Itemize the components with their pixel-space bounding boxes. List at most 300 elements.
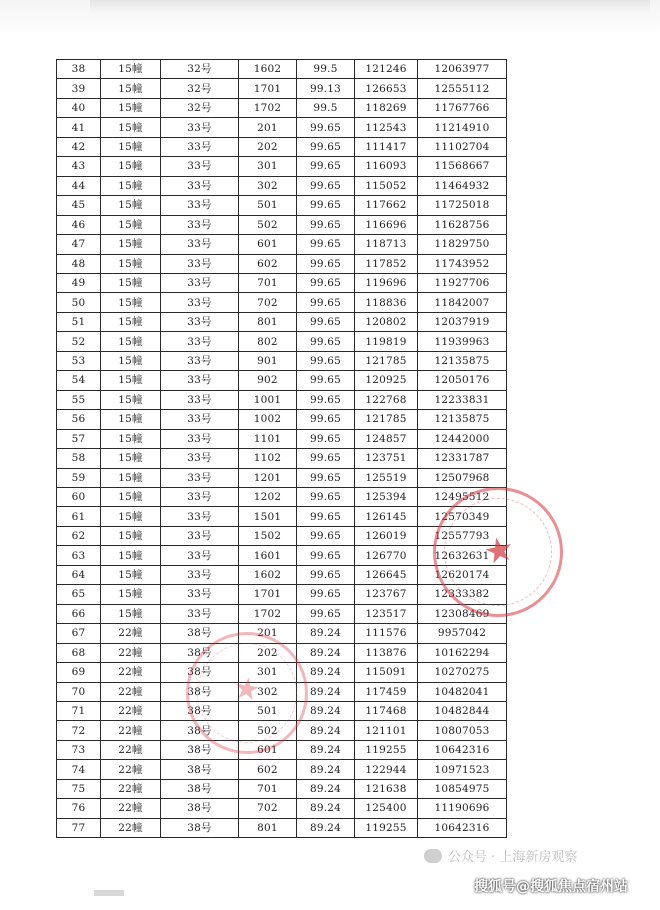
- cell-unit-number: 33号: [161, 585, 239, 604]
- cell-total-price: 11939963: [418, 332, 507, 351]
- table-row: [57, 312, 507, 331]
- cell-total-price: 10270275: [418, 663, 507, 682]
- cell-unit-price: 121785: [355, 351, 418, 370]
- table-row: [57, 254, 507, 273]
- cell-total-price: 10854975: [418, 779, 507, 798]
- cell-row-number: 69: [57, 663, 101, 682]
- cell-total-price: 11767766: [418, 98, 507, 117]
- cell-row-number: 70: [57, 682, 101, 701]
- cell-room-number: 501: [239, 701, 297, 720]
- cell-total-price: 11829750: [418, 235, 507, 254]
- cell-total-price: 11628756: [418, 215, 507, 234]
- cell-room-number: 801: [239, 312, 297, 331]
- cell-unit-number: 33号: [161, 273, 239, 292]
- cell-total-price: 11725018: [418, 196, 507, 215]
- cell-unit-number: 33号: [161, 468, 239, 487]
- cell-room-number: 502: [239, 721, 297, 740]
- table-row: [57, 429, 507, 448]
- cell-unit-price: 119255: [355, 818, 418, 837]
- wechat-icon: [424, 849, 442, 863]
- cell-area: 89.24: [297, 643, 355, 662]
- cell-building: 22幢: [101, 721, 161, 740]
- cell-area: 99.5: [297, 98, 355, 117]
- cell-unit-number: 38号: [161, 721, 239, 740]
- cell-building: 15幢: [101, 293, 161, 312]
- table-row: [57, 721, 507, 740]
- cell-unit-price: 117662: [355, 196, 418, 215]
- cell-unit-price: 117852: [355, 254, 418, 273]
- cell-total-price: 12632631: [418, 546, 507, 565]
- cell-area: 89.24: [297, 701, 355, 720]
- cell-area: 99.65: [297, 487, 355, 506]
- cell-unit-price: 120925: [355, 371, 418, 390]
- table-row: [57, 526, 507, 545]
- cell-unit-price: 116696: [355, 215, 418, 234]
- cell-row-number: 44: [57, 176, 101, 195]
- table-body: [57, 60, 507, 838]
- cell-row-number: 41: [57, 118, 101, 137]
- cell-area: 99.65: [297, 585, 355, 604]
- cell-unit-price: 126770: [355, 546, 418, 565]
- cell-row-number: 54: [57, 371, 101, 390]
- cell-total-price: 12050176: [418, 371, 507, 390]
- cell-row-number: 48: [57, 254, 101, 273]
- cell-row-number: 58: [57, 449, 101, 468]
- cell-area: 89.24: [297, 760, 355, 779]
- cell-unit-number: 33号: [161, 118, 239, 137]
- scan-artifact: [94, 890, 124, 896]
- cell-unit-number: 38号: [161, 740, 239, 759]
- cell-unit-number: 38号: [161, 701, 239, 720]
- cell-area: 99.65: [297, 390, 355, 409]
- cell-room-number: 202: [239, 137, 297, 156]
- cell-total-price: 9957042: [418, 624, 507, 643]
- cell-building: 15幢: [101, 157, 161, 176]
- sohu-watermark: 搜狐号@搜狐焦点宿州站: [474, 879, 628, 895]
- cell-unit-price: 116093: [355, 157, 418, 176]
- cell-unit-number: 33号: [161, 254, 239, 273]
- cell-unit-number: 33号: [161, 293, 239, 312]
- cell-area: 99.65: [297, 312, 355, 331]
- cell-row-number: 59: [57, 468, 101, 487]
- cell-unit-number: 32号: [161, 98, 239, 117]
- cell-room-number: 1001: [239, 390, 297, 409]
- cell-room-number: 802: [239, 332, 297, 351]
- cell-room-number: 601: [239, 235, 297, 254]
- cell-total-price: 12507968: [418, 468, 507, 487]
- cell-building: 15幢: [101, 312, 161, 331]
- cell-building: 22幢: [101, 779, 161, 798]
- table-row: [57, 410, 507, 429]
- cell-room-number: 1102: [239, 449, 297, 468]
- cell-building: 15幢: [101, 410, 161, 429]
- seal-star-icon: ★: [479, 528, 519, 574]
- cell-unit-price: 122944: [355, 760, 418, 779]
- cell-unit-price: 122768: [355, 390, 418, 409]
- cell-building: 15幢: [101, 79, 161, 98]
- table-row: [57, 779, 507, 798]
- cell-building: 15幢: [101, 390, 161, 409]
- cell-unit-number: 38号: [161, 624, 239, 643]
- table-row: [57, 546, 507, 565]
- cell-unit-number: 33号: [161, 235, 239, 254]
- cell-unit-price: 111576: [355, 624, 418, 643]
- cell-unit-number: 33号: [161, 137, 239, 156]
- cell-room-number: 1002: [239, 410, 297, 429]
- cell-room-number: 1701: [239, 79, 297, 98]
- cell-building: 22幢: [101, 663, 161, 682]
- cell-area: 99.65: [297, 410, 355, 429]
- cell-total-price: 10807053: [418, 721, 507, 740]
- cell-room-number: 1502: [239, 526, 297, 545]
- cell-row-number: 66: [57, 604, 101, 623]
- cell-unit-number: 33号: [161, 604, 239, 623]
- cell-area: 99.65: [297, 196, 355, 215]
- cell-building: 15幢: [101, 60, 161, 79]
- cell-unit-number: 38号: [161, 643, 239, 662]
- cell-row-number: 65: [57, 585, 101, 604]
- cell-unit-price: 125400: [355, 799, 418, 818]
- cell-unit-number: 38号: [161, 779, 239, 798]
- cell-room-number: 1202: [239, 487, 297, 506]
- cell-row-number: 46: [57, 215, 101, 234]
- cell-area: 99.65: [297, 293, 355, 312]
- cell-total-price: 11190696: [418, 799, 507, 818]
- cell-building: 15幢: [101, 487, 161, 506]
- table-row: [57, 565, 507, 584]
- cell-row-number: 63: [57, 546, 101, 565]
- cell-room-number: 901: [239, 351, 297, 370]
- cell-row-number: 47: [57, 235, 101, 254]
- cell-total-price: 10162294: [418, 643, 507, 662]
- cell-building: 15幢: [101, 273, 161, 292]
- cell-area: 99.65: [297, 565, 355, 584]
- cell-building: 22幢: [101, 701, 161, 720]
- cell-unit-number: 33号: [161, 390, 239, 409]
- table-row: [57, 740, 507, 759]
- cell-unit-price: 124857: [355, 429, 418, 448]
- cell-row-number: 68: [57, 643, 101, 662]
- table-row: [57, 371, 507, 390]
- cell-area: 89.24: [297, 740, 355, 759]
- cell-area: 99.5: [297, 60, 355, 79]
- table-row: [57, 235, 507, 254]
- cell-building: 15幢: [101, 507, 161, 526]
- cell-building: 15幢: [101, 235, 161, 254]
- cell-building: 22幢: [101, 643, 161, 662]
- cell-row-number: 49: [57, 273, 101, 292]
- cell-total-price: 12308469: [418, 604, 507, 623]
- table-row: [57, 157, 507, 176]
- cell-room-number: 1701: [239, 585, 297, 604]
- cell-row-number: 67: [57, 624, 101, 643]
- cell-unit-number: 38号: [161, 799, 239, 818]
- table-row: [57, 293, 507, 312]
- cell-building: 15幢: [101, 449, 161, 468]
- cell-total-price: 12620174: [418, 565, 507, 584]
- cell-row-number: 61: [57, 507, 101, 526]
- table-row: [57, 701, 507, 720]
- cell-row-number: 60: [57, 487, 101, 506]
- cell-room-number: 202: [239, 643, 297, 662]
- cell-building: 15幢: [101, 254, 161, 273]
- cell-room-number: 801: [239, 818, 297, 837]
- cell-row-number: 53: [57, 351, 101, 370]
- table-row: [57, 215, 507, 234]
- cell-room-number: 1702: [239, 604, 297, 623]
- cell-building: 15幢: [101, 429, 161, 448]
- cell-total-price: 12135875: [418, 351, 507, 370]
- table-row: [57, 332, 507, 351]
- cell-area: 99.65: [297, 546, 355, 565]
- cell-room-number: 1702: [239, 98, 297, 117]
- cell-row-number: 56: [57, 410, 101, 429]
- cell-row-number: 77: [57, 818, 101, 837]
- cell-building: 22幢: [101, 624, 161, 643]
- table-row: [57, 468, 507, 487]
- cell-unit-number: 33号: [161, 176, 239, 195]
- cell-unit-number: 33号: [161, 157, 239, 176]
- cell-building: 22幢: [101, 682, 161, 701]
- cell-area: 99.65: [297, 429, 355, 448]
- table-row: [57, 663, 507, 682]
- cell-area: 89.24: [297, 818, 355, 837]
- table-row: [57, 137, 507, 156]
- cell-unit-price: 119255: [355, 740, 418, 759]
- cell-unit-price: 117468: [355, 701, 418, 720]
- cell-total-price: 12570349: [418, 507, 507, 526]
- cell-area: 99.65: [297, 254, 355, 273]
- cell-unit-number: 33号: [161, 449, 239, 468]
- cell-row-number: 62: [57, 526, 101, 545]
- cell-unit-price: 126653: [355, 79, 418, 98]
- cell-area: 99.65: [297, 526, 355, 545]
- cell-room-number: 201: [239, 624, 297, 643]
- official-account-watermark: [424, 846, 577, 865]
- cell-room-number: 602: [239, 254, 297, 273]
- cell-unit-price: 115091: [355, 663, 418, 682]
- cell-row-number: 76: [57, 799, 101, 818]
- cell-building: 15幢: [101, 118, 161, 137]
- cell-unit-number: 33号: [161, 196, 239, 215]
- cell-building: 15幢: [101, 332, 161, 351]
- cell-unit-number: 33号: [161, 507, 239, 526]
- cell-unit-price: 118836: [355, 293, 418, 312]
- cell-total-price: 12495512: [418, 487, 507, 506]
- cell-unit-number: 32号: [161, 60, 239, 79]
- cell-total-price: 12333382: [418, 585, 507, 604]
- table-row: [57, 624, 507, 643]
- cell-total-price: 10482844: [418, 701, 507, 720]
- cell-unit-price: 118713: [355, 235, 418, 254]
- table-row: [57, 643, 507, 662]
- unit-price-table: [56, 59, 507, 838]
- cell-total-price: 11214910: [418, 118, 507, 137]
- table-row: [57, 799, 507, 818]
- cell-room-number: 301: [239, 157, 297, 176]
- cell-total-price: 12331787: [418, 449, 507, 468]
- cell-unit-number: 32号: [161, 79, 239, 98]
- cell-building: 15幢: [101, 565, 161, 584]
- cell-row-number: 55: [57, 390, 101, 409]
- cell-unit-number: 33号: [161, 429, 239, 448]
- cell-total-price: 12135875: [418, 410, 507, 429]
- cell-unit-number: 33号: [161, 215, 239, 234]
- cell-total-price: 12063977: [418, 60, 507, 79]
- cell-total-price: 10482041: [418, 682, 507, 701]
- table-row: [57, 818, 507, 837]
- cell-area: 99.65: [297, 215, 355, 234]
- cell-total-price: 11568667: [418, 157, 507, 176]
- cell-total-price: 12555112: [418, 79, 507, 98]
- table-row: [57, 604, 507, 623]
- table-row: [57, 176, 507, 195]
- cell-unit-price: 119819: [355, 332, 418, 351]
- cell-row-number: 74: [57, 760, 101, 779]
- table-row: [57, 118, 507, 137]
- cell-unit-number: 33号: [161, 332, 239, 351]
- cell-total-price: 12557793: [418, 526, 507, 545]
- cell-unit-price: 125394: [355, 487, 418, 506]
- cell-unit-price: 123751: [355, 449, 418, 468]
- cell-unit-number: 38号: [161, 760, 239, 779]
- cell-room-number: 701: [239, 779, 297, 798]
- cell-row-number: 57: [57, 429, 101, 448]
- cell-room-number: 1101: [239, 429, 297, 448]
- cell-total-price: 11464932: [418, 176, 507, 195]
- cell-room-number: 902: [239, 371, 297, 390]
- table-row: [57, 60, 507, 79]
- cell-unit-price: 123517: [355, 604, 418, 623]
- cell-unit-price: 121638: [355, 779, 418, 798]
- cell-area: 99.65: [297, 118, 355, 137]
- cell-unit-number: 33号: [161, 565, 239, 584]
- cell-room-number: 302: [239, 682, 297, 701]
- cell-area: 89.24: [297, 799, 355, 818]
- cell-room-number: 602: [239, 760, 297, 779]
- cell-area: 99.13: [297, 79, 355, 98]
- cell-total-price: 10971523: [418, 760, 507, 779]
- cell-row-number: 72: [57, 721, 101, 740]
- cell-unit-price: 121101: [355, 721, 418, 740]
- cell-unit-price: 117459: [355, 682, 418, 701]
- cell-area: 99.65: [297, 235, 355, 254]
- scan-edge-shadow: [90, 0, 650, 14]
- cell-area: 89.24: [297, 779, 355, 798]
- cell-building: 22幢: [101, 760, 161, 779]
- cell-row-number: 50: [57, 293, 101, 312]
- cell-row-number: 51: [57, 312, 101, 331]
- cell-area: 99.65: [297, 604, 355, 623]
- cell-room-number: 502: [239, 215, 297, 234]
- cell-building: 15幢: [101, 526, 161, 545]
- cell-unit-price: 123767: [355, 585, 418, 604]
- cell-room-number: 702: [239, 293, 297, 312]
- cell-room-number: 1602: [239, 60, 297, 79]
- cell-area: 99.65: [297, 176, 355, 195]
- table-row: [57, 196, 507, 215]
- cell-row-number: 52: [57, 332, 101, 351]
- cell-room-number: 1501: [239, 507, 297, 526]
- cell-unit-price: 120802: [355, 312, 418, 331]
- cell-room-number: 701: [239, 273, 297, 292]
- cell-building: 15幢: [101, 371, 161, 390]
- cell-unit-number: 38号: [161, 663, 239, 682]
- cell-building: 15幢: [101, 98, 161, 117]
- cell-unit-price: 126645: [355, 565, 418, 584]
- cell-building: 22幢: [101, 799, 161, 818]
- cell-building: 22幢: [101, 818, 161, 837]
- cell-total-price: 10642316: [418, 818, 507, 837]
- cell-building: 15幢: [101, 137, 161, 156]
- cell-area: 99.65: [297, 332, 355, 351]
- cell-building: 15幢: [101, 585, 161, 604]
- cell-unit-price: 119696: [355, 273, 418, 292]
- cell-row-number: 42: [57, 137, 101, 156]
- table-row: [57, 273, 507, 292]
- cell-row-number: 73: [57, 740, 101, 759]
- cell-area: 99.65: [297, 507, 355, 526]
- cell-area: 99.65: [297, 351, 355, 370]
- cell-unit-price: 126145: [355, 507, 418, 526]
- cell-area: 99.65: [297, 449, 355, 468]
- cell-row-number: 71: [57, 701, 101, 720]
- table-row: [57, 351, 507, 370]
- cell-total-price: 12442000: [418, 429, 507, 448]
- cell-room-number: 302: [239, 176, 297, 195]
- cell-unit-price: 111417: [355, 137, 418, 156]
- table-row: [57, 487, 507, 506]
- cell-total-price: 11743952: [418, 254, 507, 273]
- cell-building: 15幢: [101, 176, 161, 195]
- cell-building: 15幢: [101, 215, 161, 234]
- table-row: [57, 760, 507, 779]
- table-row: [57, 682, 507, 701]
- cell-unit-price: 126019: [355, 526, 418, 545]
- cell-unit-number: 33号: [161, 526, 239, 545]
- cell-area: 89.24: [297, 663, 355, 682]
- cell-unit-price: 125519: [355, 468, 418, 487]
- cell-unit-number: 33号: [161, 487, 239, 506]
- cell-unit-number: 33号: [161, 546, 239, 565]
- cell-area: 99.65: [297, 468, 355, 487]
- cell-row-number: 64: [57, 565, 101, 584]
- cell-row-number: 43: [57, 157, 101, 176]
- cell-area: 89.24: [297, 682, 355, 701]
- cell-unit-number: 33号: [161, 312, 239, 331]
- cell-area: 99.65: [297, 273, 355, 292]
- faded-seal-star-icon: ★: [231, 670, 263, 709]
- cell-total-price: 11927706: [418, 273, 507, 292]
- cell-total-price: 12233831: [418, 390, 507, 409]
- cell-unit-number: 33号: [161, 410, 239, 429]
- cell-room-number: 1602: [239, 565, 297, 584]
- cell-unit-number: 38号: [161, 818, 239, 837]
- cell-room-number: 1201: [239, 468, 297, 487]
- cell-unit-price: 121785: [355, 410, 418, 429]
- cell-area: 99.65: [297, 157, 355, 176]
- cell-row-number: 39: [57, 79, 101, 98]
- cell-total-price: 11842007: [418, 293, 507, 312]
- cell-row-number: 40: [57, 98, 101, 117]
- table-row: [57, 585, 507, 604]
- cell-total-price: 11102704: [418, 137, 507, 156]
- cell-unit-price: 121246: [355, 60, 418, 79]
- official-account-text: 公众号 · 上海新房观察: [448, 850, 578, 865]
- cell-unit-price: 112543: [355, 118, 418, 137]
- cell-room-number: 301: [239, 663, 297, 682]
- cell-area: 89.24: [297, 624, 355, 643]
